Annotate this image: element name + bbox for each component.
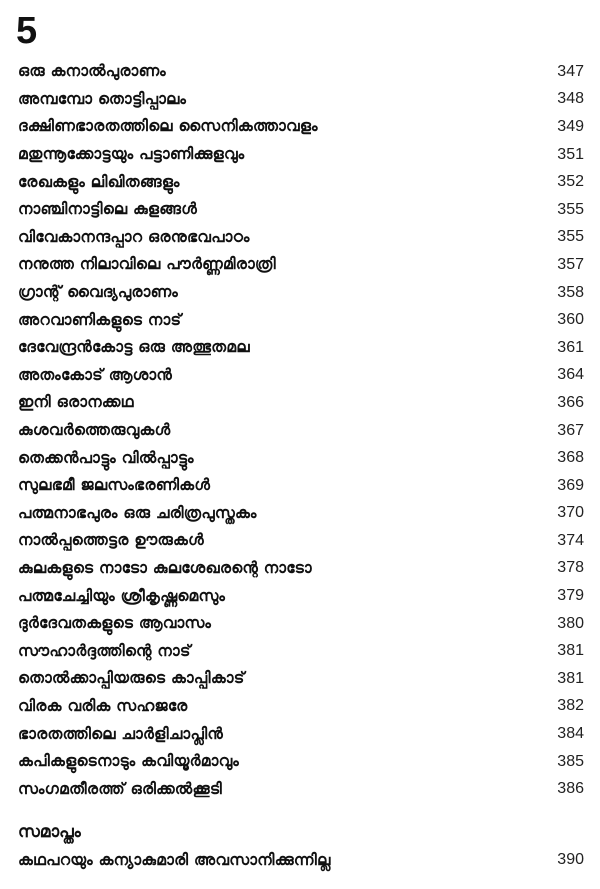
toc-entry bbox=[18, 279, 584, 307]
toc-entry-page: 360 bbox=[557, 311, 584, 329]
toc-entry-page: 358 bbox=[557, 283, 584, 301]
toc-entry-page: 386 bbox=[557, 780, 584, 798]
toc-entry-page: 364 bbox=[557, 366, 584, 384]
toc-entry-title: രേഖകളും ലിഖിതങ്ങളും bbox=[18, 172, 180, 191]
toc-list bbox=[18, 58, 584, 803]
toc-entry bbox=[18, 582, 584, 610]
toc-entry-title: ദുർദേവതകളുടെ ആവാസം bbox=[18, 614, 212, 633]
toc-entry-page: 349 bbox=[557, 117, 584, 135]
toc-entry bbox=[18, 224, 584, 252]
toc-entry bbox=[18, 775, 584, 803]
toc-entry bbox=[18, 141, 584, 169]
toc-entry-title: ഭാരതത്തിലെ ചാർളിചാപ്ലിൻ bbox=[18, 724, 224, 743]
toc-entry-title: തെക്കൻപാട്ടും വിൽപ്പാട്ടും bbox=[18, 448, 194, 467]
closing-heading: സമാപ്തം bbox=[18, 822, 81, 842]
toc-entry bbox=[18, 58, 584, 86]
toc-entry-title: പത്മചേച്ചിയും ശ്രീകൃഷ്ണമെസും bbox=[18, 586, 226, 605]
toc-entry-title: ഒരു കനാൽപുരാണം bbox=[18, 62, 166, 81]
toc-entry-page: 355 bbox=[557, 228, 584, 246]
toc-entry-title: നാഞ്ചിനാട്ടിലെ കുളങ്ങൾ bbox=[18, 200, 198, 219]
toc-entry-page: 369 bbox=[557, 476, 584, 494]
toc-entry-page: 361 bbox=[557, 338, 584, 356]
toc-entry-title: കുലകളുടെ നാടോ കുലശേഖരന്റെ നാടോ bbox=[18, 558, 312, 577]
toc-entry-title: കുശവർത്തെരുവുകൾ bbox=[18, 421, 171, 440]
toc-entry bbox=[18, 86, 584, 114]
toc-entry bbox=[18, 334, 584, 362]
toc-entry-title: കപികളുടെനാടും കവിയൂർമാവും bbox=[18, 752, 240, 771]
toc-entry bbox=[18, 168, 584, 196]
toc-entry-title: നാൽപ്പത്തെട്ടര ഊരുകൾ bbox=[18, 531, 204, 550]
toc-entry-page: 382 bbox=[557, 697, 584, 715]
toc-entry-title: നനുത്ത നിലാവിലെ പൗർണ്ണമിരാത്രി bbox=[18, 255, 276, 274]
toc-entry bbox=[18, 113, 584, 141]
toc-entry-page: 390 bbox=[557, 851, 584, 868]
toc-entry-title: വിരക വരിക സഹജരേ bbox=[18, 696, 188, 715]
toc-entry-page: 355 bbox=[557, 200, 584, 218]
toc-entry-page: 384 bbox=[557, 725, 584, 743]
toc-entry bbox=[18, 417, 584, 445]
toc-entry-title: വിവേകാനന്ദപ്പാറ ഒരനുഭവപാഠം bbox=[18, 227, 250, 246]
toc-entry bbox=[18, 637, 584, 665]
toc-entry-title: സുലഭമീ ജലസംഭരണികൾ bbox=[18, 476, 211, 495]
closing-section bbox=[18, 818, 584, 874]
toc-entry bbox=[18, 610, 584, 638]
toc-entry bbox=[18, 362, 584, 390]
toc-entry bbox=[18, 748, 584, 776]
toc-entry-title: കഥപറയും കന്യാകുമാരി അവസാനിക്കുന്നില്ല bbox=[18, 850, 331, 869]
toc-entry bbox=[18, 527, 584, 555]
toc-entry-page: 348 bbox=[557, 90, 584, 108]
toc-entry bbox=[18, 846, 584, 874]
toc-entry-title: സംഗമതീരത്ത് ഒരിക്കൽക്കൂടി bbox=[18, 779, 223, 798]
toc-entry-page: 381 bbox=[557, 642, 584, 660]
toc-entry bbox=[18, 500, 584, 528]
toc-entry-title: ദക്ഷിണഭാരതത്തിലെ സൈനികത്താവളം bbox=[18, 117, 318, 136]
toc-entry-title: തൊൽക്കാപ്പിയരുടെ കാപ്പികാട് bbox=[18, 669, 245, 688]
toc-entry-page: 380 bbox=[557, 614, 584, 632]
toc-entry bbox=[18, 444, 584, 472]
toc-entry-title: അതംകോട് ആശാൻ bbox=[18, 365, 173, 384]
toc-entry-page: 367 bbox=[557, 421, 584, 439]
toc-entry-title: മതുന്നൂക്കോട്ടയും പട്ടാണിക്കുളവും bbox=[18, 145, 245, 164]
toc-entry-page: 352 bbox=[557, 173, 584, 191]
toc-entry-page: 378 bbox=[557, 559, 584, 577]
toc-entry bbox=[18, 693, 584, 721]
toc-entry bbox=[18, 720, 584, 748]
toc-entry bbox=[18, 306, 584, 334]
toc-entry bbox=[18, 472, 584, 500]
toc-entry-page: 357 bbox=[557, 255, 584, 273]
toc-entry-page: 381 bbox=[557, 669, 584, 687]
toc-entry bbox=[18, 251, 584, 279]
section-number: 5 bbox=[16, 10, 38, 52]
toc-entry-title: പത്മനാഭപുരം ഒരു ചരിത്രപുസ്തകം bbox=[18, 503, 257, 522]
toc-entry-title: ഇനി ഒരാനക്കഥ bbox=[18, 393, 134, 412]
toc-entry-title: ദേവേന്ദ്രൻകോട്ട ഒരു അത്ഭുതമല bbox=[18, 338, 250, 357]
toc-entry-page: 370 bbox=[557, 504, 584, 522]
toc-entry-title: അമ്പമ്പോ തൊട്ടിപ്പാലം bbox=[18, 89, 187, 108]
toc-entry bbox=[18, 555, 584, 583]
toc-entry bbox=[18, 196, 584, 224]
toc-entry-page: 368 bbox=[557, 449, 584, 467]
toc-entry-title: സൗഹാർദ്ദത്തിന്റെ നാട് bbox=[18, 641, 191, 660]
toc-entry-page: 351 bbox=[557, 145, 584, 163]
toc-entry-title: ഗ്രാന്റ് വൈദ്യപുരാണം bbox=[18, 283, 179, 302]
toc-entry-page: 347 bbox=[557, 62, 584, 80]
toc-entry bbox=[18, 389, 584, 417]
toc-entry bbox=[18, 665, 584, 693]
toc-entry-title: അറവാണികളുടെ നാട് bbox=[18, 310, 182, 329]
toc-entry-page: 379 bbox=[557, 587, 584, 605]
toc-entry-page: 366 bbox=[557, 393, 584, 411]
toc-entry-page: 385 bbox=[557, 752, 584, 770]
toc-entry-page: 374 bbox=[557, 531, 584, 549]
